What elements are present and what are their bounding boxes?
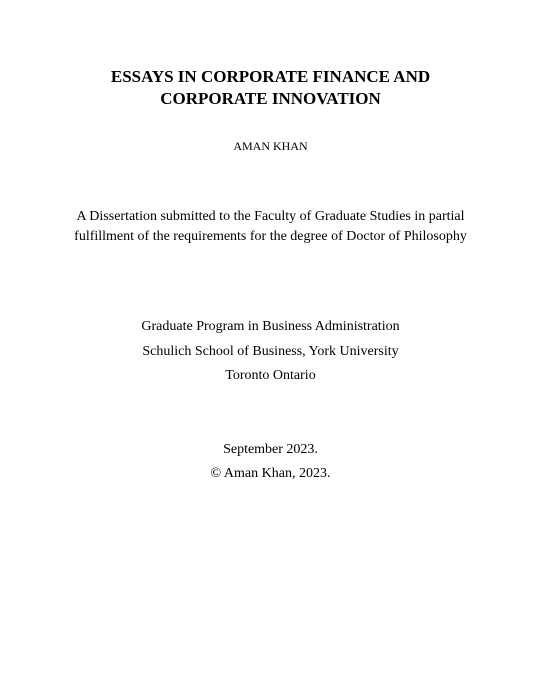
location: Toronto Ontario	[225, 368, 316, 383]
dissertation-title-line-2: CORPORATE INNOVATION	[160, 89, 381, 108]
school-name: Schulich School of Business, York University	[142, 344, 399, 359]
program-name: Graduate Program in Business Administration	[141, 319, 400, 334]
dissertation-statement-line-1: A Dissertation submitted to the Faculty of Graduate Studies in partial	[76, 209, 465, 224]
dissertation-statement-line-2: fulfillment of the requirements for the degree of Doctor of Philosophy	[74, 229, 467, 244]
author-name: AMAN KHAN	[233, 139, 308, 153]
copyright-notice: © Aman Khan, 2023.	[210, 466, 331, 481]
submission-date: September 2023.	[223, 442, 318, 457]
dissertation-title-line-1: ESSAYS IN CORPORATE FINANCE AND	[110, 67, 431, 86]
